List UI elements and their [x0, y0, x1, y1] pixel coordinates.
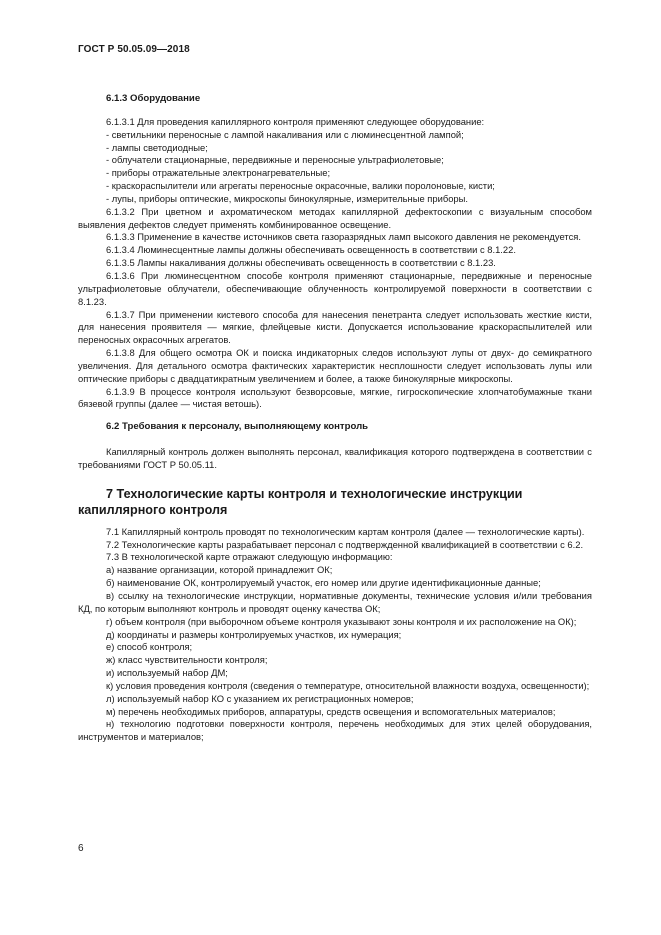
list-item: л) используемый набор КО с указанием их регистрационных номеров;: [106, 692, 414, 704]
paragraph-6-1-3-6: 6.1.3.6 При люминесцентном способе контроля применяют стационарные, передвижные и переносные ультрафиолетовые облучатели, обеспечивающие облученность контролируемой поверхности в соответствии с 8.1.23.: [78, 269, 592, 307]
subsection-heading-6-2: 6.2 Требования к персоналу, выполняющему контроль: [106, 421, 369, 433]
list-item: г) объем контроля (при выборочном объеме контроля указывают зоны контроля и их расположение на ОК);: [106, 615, 577, 627]
list-item: - краскораспылители или агрегаты переносные окрасочные, валики поролоновые, кисти;: [106, 180, 495, 192]
list-item: д) координаты и размеры контролируемых участков, их нумерация;: [106, 628, 402, 640]
paragraph-6-1-3-2: 6.1.3.2 При цветном и ахроматическом методах капиллярной дефектоскопии с визуальным способом выявления дефектов следует применять комбинированное освещение.: [78, 205, 592, 230]
paragraph-6-2: Капиллярный контроль должен выполнять персонал, квалификация которого подтверждена в соответствии с требованиями ГОСТ Р 50.05.11.: [78, 446, 592, 470]
paragraph-7-3: 7.3 В технологической карте отражают следующую информацию:: [106, 551, 393, 563]
list-item: и) используемый набор ДМ;: [106, 667, 228, 679]
paragraph-6-1-3-1: 6.1.3.1 Для проведения капиллярного контроля применяют следующее оборудование:: [106, 115, 485, 127]
paragraph-6-1-3-7: 6.1.3.7 При применении кистевого способа для нанесения пенетранта следует использовать жесткие кисти, для нанесения проявителя — мягкие, флейцевые кисти. Допускается использование краскораспылителей или переносных окрасочных агрегатов.: [78, 308, 592, 346]
list-item: н) технологию подготовки поверхности контроля, перечень необходимых для этих целей оборудования, инструментов и материалов;: [78, 718, 592, 743]
paragraph-6-1-3-9: 6.1.3.9 В процессе контроля используют безворсовые, мягкие, гигроскопические хлопчатобумажные ткани бязевой группы (далее — чистая ветошь).: [78, 385, 592, 410]
paragraph-6-1-3-5: 6.1.3.5 Лампы накаливания должны обеспечивать освещенность в соответствии с 8.1.23.: [106, 257, 496, 269]
list-item: - светильники переносные с лампой накаливания или с люминесцентной лампой;: [106, 128, 464, 140]
paragraph-7-2: 7.2 Технологические карты разрабатывает персонал с подтвержденной квалификацией в соответствии с 6.2.: [106, 538, 584, 550]
list-item: в) ссылку на технологические инструкции, нормативные документы, технические условия и/или требования КД, по которым выполняют контроль и проводят оценку качества ОК;: [78, 590, 592, 614]
paragraph-6-1-3-4: 6.1.3.4 Люминесцентные лампы должны обеспечивать освещенность в соответствии с 8.1.22.: [106, 244, 516, 256]
section-heading-7: 7 Технологические карты контроля и технологические инструкции капиллярного контроля: [78, 486, 523, 517]
list-item: б) наименование ОК, контролируемый участок, его номер или другие идентификационные данные;: [106, 577, 541, 589]
paragraph-6-1-3-3: 6.1.3.3 Применение в качестве источников света газоразрядных ламп высокого давления не рекомендуется.: [106, 231, 581, 243]
subsection-heading-6-1-3: 6.1.3 Оборудование: [106, 93, 201, 104]
page-body: [78, 93, 592, 744]
document-code-header: ГОСТ Р 50.05.09—2018: [78, 44, 190, 55]
list-item: м) перечень необходимых приборов, аппаратуры, средств освещения и вспомогательных материалов;: [106, 705, 556, 717]
list-item: а) название организации, которой принадлежит ОК;: [106, 564, 333, 576]
list-item: - приборы отражательные электронагревательные;: [106, 167, 331, 179]
list-item: ж) класс чувствительности контроля;: [106, 654, 268, 666]
paragraph-6-1-3-8: 6.1.3.8 Для общего осмотра ОК и поиска индикаторных следов используют лупы от двух- до семикратного увеличения. Для детального осмотра фактических характеристик несплошности следует использовать лупы или оптические приборы с двадцатикратным увеличением и более, а также бинокулярные микроскопы.: [78, 347, 592, 384]
page-number: 6: [78, 843, 84, 854]
list-item: - лупы, приборы оптические, микроскопы бинокулярные, измерительные приборы.: [106, 192, 468, 204]
list-item: е) способ контроля;: [106, 641, 193, 653]
list-item: - облучатели стационарные, передвижные и переносные ультрафиолетовые;: [106, 154, 444, 166]
list-item: - лампы светодиодные;: [106, 141, 208, 153]
paragraph-7-1: 7.1 Капиллярный контроль проводят по технологическим картам контроля (далее — технологические карты).: [106, 525, 585, 537]
list-item: к) условия проведения контроля (сведения о температуре, относительной влажности воздуха, освещенности);: [106, 679, 590, 691]
